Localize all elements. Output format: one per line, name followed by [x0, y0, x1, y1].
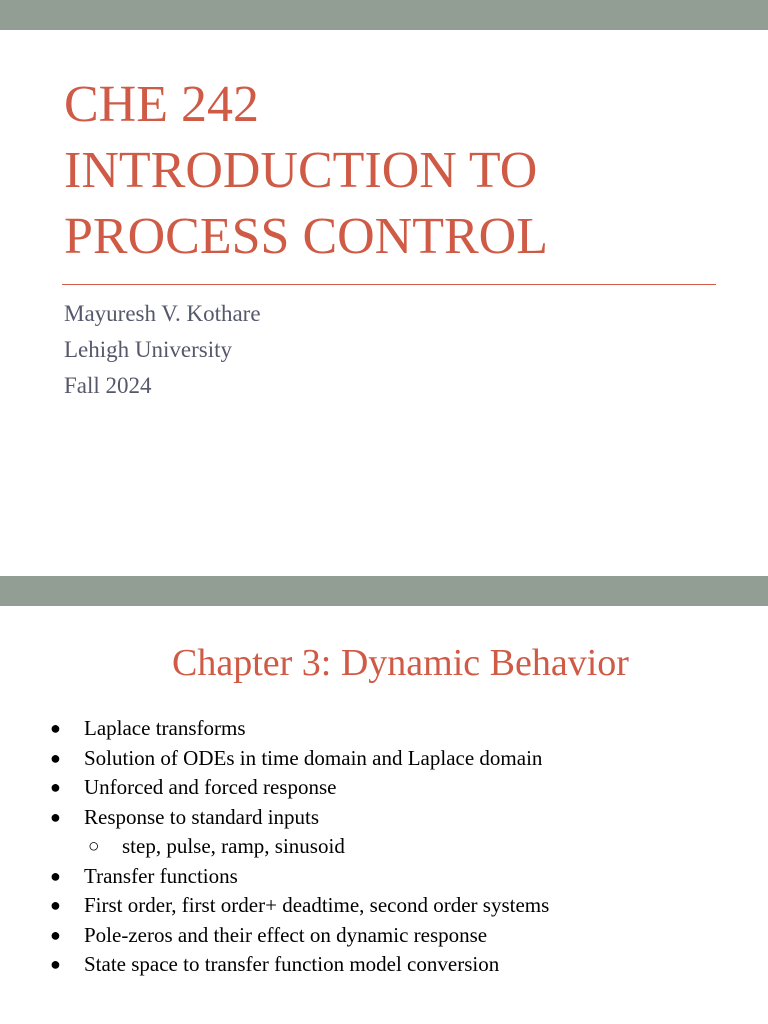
list-item	[48, 950, 549, 980]
list-item	[48, 744, 549, 774]
sub-list-item	[48, 832, 549, 862]
bullet-icon: ●	[50, 924, 61, 945]
list-item-text: First order, first order+ deadtime, second order systems	[84, 893, 550, 917]
list-item	[48, 803, 549, 833]
title-line-1: CHE 242	[64, 76, 259, 133]
list-item	[48, 862, 549, 892]
list-item-text: Unforced and forced response	[84, 775, 337, 799]
bullet-icon: ●	[50, 777, 61, 797]
bullet-icon: ●	[50, 954, 61, 974]
list-item	[48, 891, 549, 921]
list-item-text: Pole-zeros and their effect on dynamic response	[84, 922, 488, 947]
slide2-title: Chapter 3: Dynamic Behavior	[172, 642, 629, 684]
hollow-bullet-icon: ○	[88, 836, 100, 857]
author-name: Mayuresh V. Kothare	[64, 301, 261, 326]
list-item-text: State space to transfer function model conversion	[84, 952, 500, 976]
top-slide-band	[0, 0, 768, 30]
slide1-subtitle	[64, 296, 261, 404]
bullet-icon: ●	[50, 718, 61, 738]
list-item	[48, 773, 549, 803]
bullet-icon: ●	[50, 895, 61, 915]
slide1-title	[64, 72, 744, 270]
list-item-text: Laplace transforms	[84, 716, 246, 740]
title-line-3: PROCESS CONTROL	[64, 208, 548, 265]
list-item-text: Response to standard inputs	[84, 804, 320, 829]
institution: Lehigh University	[64, 337, 232, 362]
bullet-icon: ●	[50, 806, 61, 827]
title-divider	[62, 284, 716, 285]
list-item	[48, 921, 549, 951]
list-item-text: Solution of ODEs in time domain and Laplace domain	[84, 745, 543, 770]
bullet-icon: ●	[50, 747, 61, 768]
topic-list	[48, 714, 549, 980]
slide-separator-band	[0, 576, 768, 606]
bullet-icon: ●	[50, 865, 61, 886]
list-item	[48, 714, 549, 744]
list-item-text: step, pulse, ramp, sinusoid	[122, 834, 345, 858]
title-line-2: INTRODUCTION TO	[64, 142, 538, 199]
list-item-text: Transfer functions	[84, 863, 238, 888]
term: Fall 2024	[64, 373, 152, 398]
